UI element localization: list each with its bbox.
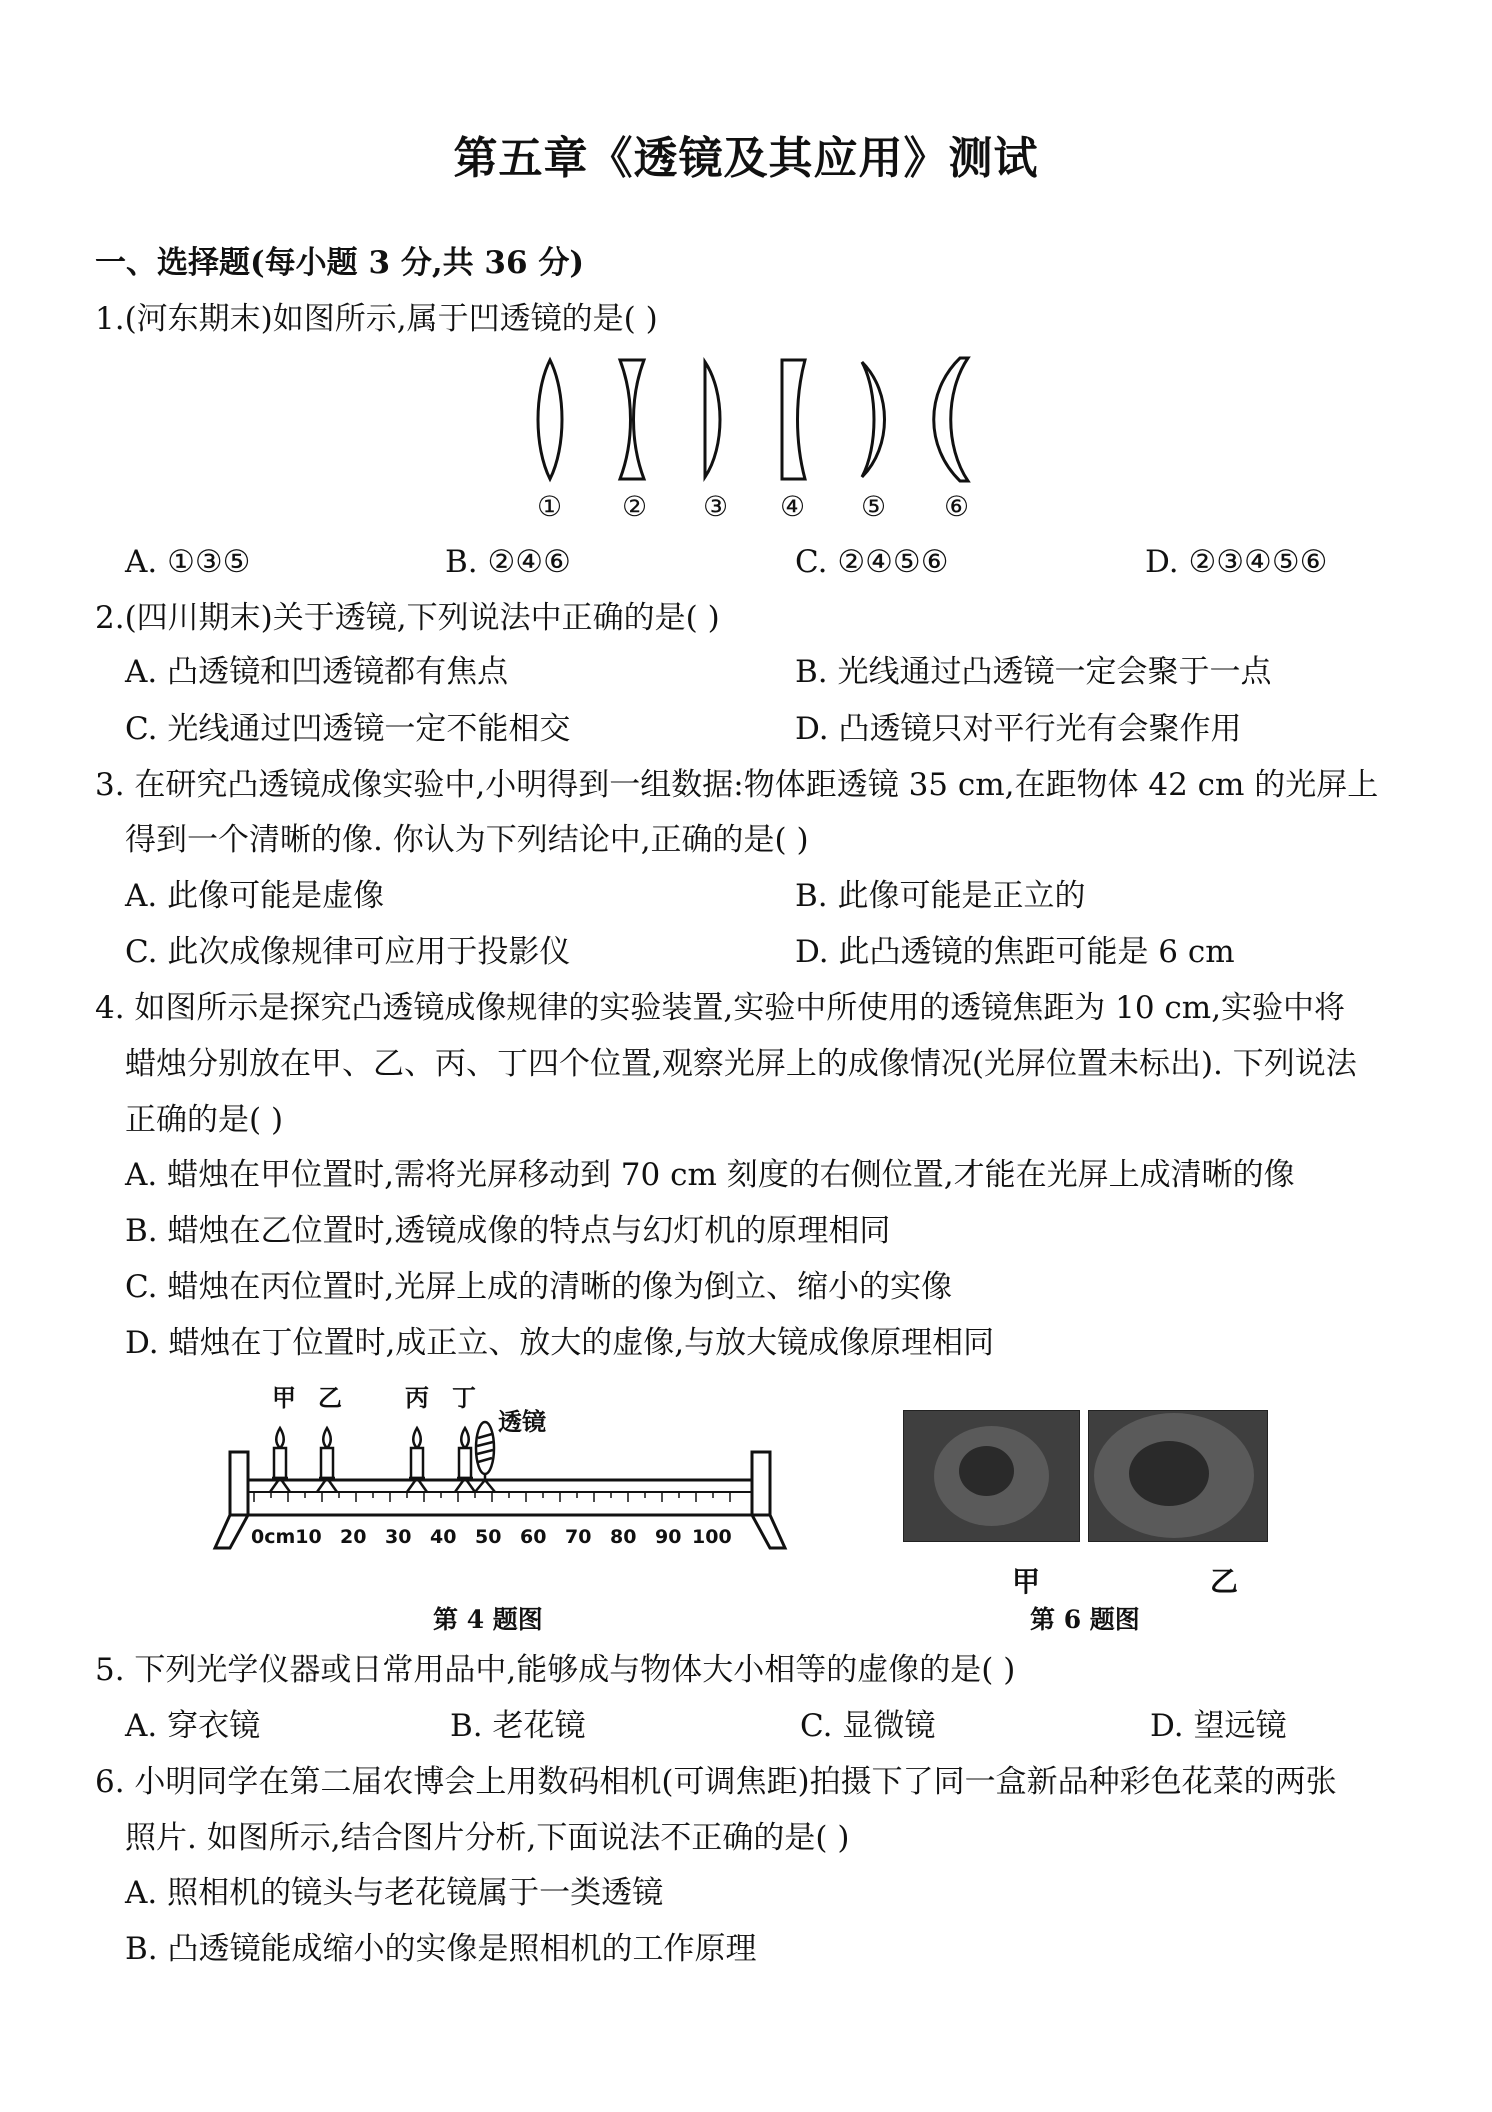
q5-option-a: A. 穿衣镜: [125, 1708, 261, 1744]
q2-stem: 2.(四川期末)关于透镜,下列说法中正确的是( ): [95, 600, 720, 636]
bench-rail: [230, 1480, 770, 1515]
q3-option-d: D. 此凸透镜的焦距可能是 6 cm: [795, 934, 1235, 970]
lens-3-planoconvex: [705, 362, 720, 477]
lens-4-planoconcave: [782, 360, 805, 479]
lens-label-4: ④: [780, 490, 806, 523]
photo-yi: [1088, 1410, 1268, 1542]
q4-option-b: B. 蜡烛在乙位置时,透镜成像的特点与幻灯机的原理相同: [125, 1213, 891, 1249]
q2-option-b: B. 光线通过凸透镜一定会聚于一点: [795, 654, 1272, 690]
figure-6-caption: 第 6 题图: [1030, 1605, 1140, 1634]
lens-label-6: ⑥: [944, 490, 970, 523]
q6-stem-line-2: 照片. 如图所示,结合图片分析,下面说法不正确的是( ): [125, 1820, 850, 1856]
q6-stem-line-1: 6. 小明同学在第二届农博会上用数码相机(可调焦距)拍摄下了同一盒新品种彩色花菜的两张: [95, 1764, 1337, 1800]
lens-label-1: ①: [537, 490, 563, 523]
candle-label-ding: 丁: [452, 1383, 476, 1412]
q1-option-d: D. ②③④⑤⑥: [1145, 544, 1328, 580]
q2-option-a: A. 凸透镜和凹透镜都有焦点: [125, 654, 509, 690]
q3-option-a: A. 此像可能是虚像: [125, 878, 385, 914]
candle-label-yi: 乙: [318, 1383, 342, 1412]
q4-option-d: D. 蜡烛在丁位置时,成正立、放大的虚像,与放大镜成像原理相同: [125, 1325, 995, 1361]
lens-1-biconvex: [538, 360, 562, 479]
q4-stem-line-3: 正确的是( ): [125, 1102, 284, 1138]
photo-label-yi: 乙: [1210, 1565, 1239, 1598]
candle-label-bing: 丙: [405, 1383, 429, 1412]
q3-stem-line-1: 3. 在研究凸透镜成像实验中,小明得到一组数据:物体距透镜 35 cm,在距物体 42 cm 的光屏上: [95, 767, 1379, 803]
lens-label-5: ⑤: [861, 490, 887, 523]
scale-label: 70: [565, 1526, 592, 1548]
q5-option-b: B. 老花镜: [450, 1708, 586, 1744]
scale-label: 80: [610, 1526, 637, 1548]
scale-label: 60: [520, 1526, 547, 1548]
q3-option-c: C. 此次成像规律可应用于投影仪: [125, 934, 571, 970]
scale-label: 20: [340, 1526, 367, 1548]
q3-option-b: B. 此像可能是正立的: [795, 878, 1086, 914]
q5-option-d: D. 望远镜: [1150, 1708, 1287, 1744]
q1-option-c: C. ②④⑤⑥: [795, 544, 949, 580]
lens-6-meniscus: [934, 358, 968, 481]
q5-option-c: C. 显微镜: [800, 1708, 936, 1744]
q6-option-b: B. 凸透镜能成缩小的实像是照相机的工作原理: [125, 1931, 757, 1967]
q1-option-b: B. ②④⑥: [445, 544, 571, 580]
candle-label-jia: 甲: [272, 1383, 296, 1412]
page-title: 第五章《透镜及其应用》测试: [453, 133, 1039, 184]
q6-option-a: A. 照相机的镜头与老花镜属于一类透镜: [125, 1875, 664, 1911]
lens-2-biconcave: [620, 360, 644, 479]
bench-left-stand: [230, 1452, 248, 1515]
q2-option-c: C. 光线通过凹透镜一定不能相交: [125, 711, 571, 747]
scale-label: 90: [655, 1526, 682, 1548]
lens-5-meniscus: [862, 362, 885, 477]
lens-label-2: ②: [622, 490, 648, 523]
q4-stem-line-2: 蜡烛分别放在甲、乙、丙、丁四个位置,观察光屏上的成像情况(光屏位置未标出). 下列说法: [125, 1046, 1357, 1082]
lens-label: 透镜: [498, 1407, 546, 1436]
lens-label-3: ③: [703, 490, 729, 523]
scale-label: 40: [430, 1526, 457, 1548]
q2-option-d: D. 凸透镜只对平行光有会聚作用: [795, 711, 1242, 747]
photo-jia: [903, 1410, 1080, 1542]
bench-right-foot: [752, 1515, 785, 1548]
q4-option-c: C. 蜡烛在丙位置时,光屏上成的清晰的像为倒立、缩小的实像: [125, 1269, 953, 1305]
scale-label: 0cm10: [251, 1526, 322, 1548]
photo-label-jia: 甲: [1012, 1565, 1041, 1598]
q1-option-a: A. ①③⑤: [125, 544, 251, 580]
optical-bench-figure: [210, 1420, 790, 1580]
bench-left-foot: [215, 1515, 248, 1548]
scale-label: 100: [692, 1526, 732, 1548]
q5-stem: 5. 下列光学仪器或日常用品中,能够成与物体大小相等的虚像的是( ): [95, 1652, 1016, 1688]
bench-right-stand: [752, 1452, 770, 1515]
figure-4-caption: 第 4 题图: [433, 1605, 543, 1634]
lens-shapes-figure: [520, 352, 980, 487]
scale-label: 30: [385, 1526, 412, 1548]
section-heading: 一、选择题(每小题 3 分,共 36 分): [95, 245, 585, 281]
scale-label: 50: [475, 1526, 502, 1548]
q3-stem-line-2: 得到一个清晰的像. 你认为下列结论中,正确的是( ): [125, 822, 809, 858]
q4-stem-line-1: 4. 如图所示是探究凸透镜成像规律的实验装置,实验中所使用的透镜焦距为 10 cm,实验中将: [95, 990, 1346, 1026]
q4-option-a: A. 蜡烛在甲位置时,需将光屏移动到 70 cm 刻度的右侧位置,才能在光屏上成清晰的像: [125, 1157, 1295, 1193]
q1-stem: 1.(河东期末)如图所示,属于凹透镜的是( ): [95, 301, 658, 337]
